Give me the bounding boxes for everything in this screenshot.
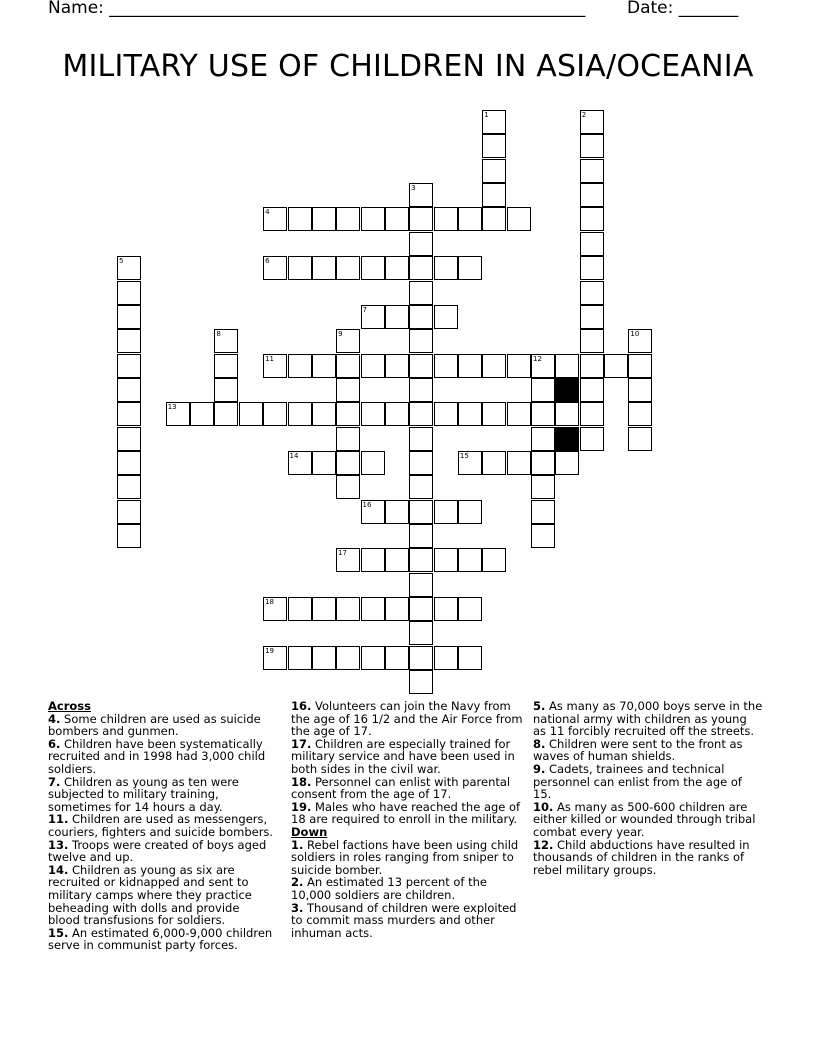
grid-cell[interactable] — [531, 354, 555, 378]
grid-cell[interactable] — [482, 402, 506, 426]
grid-cell[interactable] — [361, 548, 385, 572]
clue-number: 13 — [167, 403, 177, 412]
grid-cell[interactable] — [434, 646, 458, 670]
grid-cell[interactable] — [458, 548, 482, 572]
grid-cell[interactable] — [336, 427, 360, 451]
grid-cell[interactable] — [409, 207, 433, 231]
clue-down-10: 10. As many as 500-600 children are either killed or wounded through tribal combat every year. — [533, 799, 756, 839]
grid-cell[interactable] — [117, 305, 141, 329]
clue-across-4: 4. Some children are used as suicide bombers and gunmen. — [48, 711, 261, 739]
grid-cell[interactable] — [628, 402, 652, 426]
grid-cell[interactable] — [531, 427, 555, 451]
grid-cell[interactable] — [336, 548, 360, 572]
grid-cell[interactable] — [312, 597, 336, 621]
clue-number: 8 — [216, 330, 221, 339]
grid-cell[interactable] — [409, 548, 433, 572]
grid-cell[interactable] — [482, 159, 506, 183]
grid-cell[interactable] — [628, 378, 652, 402]
grid-cell[interactable] — [385, 402, 409, 426]
grid-cell[interactable] — [385, 597, 409, 621]
clue-number: 19 — [265, 646, 275, 655]
grid-cell[interactable] — [312, 354, 336, 378]
grid-cell[interactable] — [458, 646, 482, 670]
grid-cell[interactable] — [336, 378, 360, 402]
grid-cell[interactable] — [482, 548, 506, 572]
grid-cell[interactable] — [531, 500, 555, 524]
grid-cell[interactable] — [555, 451, 579, 475]
grid-cell[interactable] — [385, 646, 409, 670]
grid-cell[interactable] — [531, 475, 555, 499]
clue-across-16: 16. Volunteers can join the Navy from the age of 16 1/2 and the Air Force from the age of 17. — [291, 699, 523, 739]
grid-cell[interactable] — [336, 402, 360, 426]
grid-cell[interactable] — [288, 354, 312, 378]
grid-cell[interactable] — [580, 281, 604, 305]
grid-cell[interactable] — [580, 402, 604, 426]
clue-across-17: 17. Children are especially trained for military service and have been used in both sides in the civil war. — [291, 736, 515, 776]
grid-cell[interactable] — [288, 451, 312, 475]
grid-cell[interactable] — [628, 354, 652, 378]
clues-column-2 — [291, 700, 523, 939]
grid-cell[interactable] — [409, 573, 433, 597]
clue-across-19: 19. Males who have reached the age of 18 are required to enroll in the military. — [291, 799, 521, 827]
grid-cell[interactable] — [580, 354, 604, 378]
clue-across-15: 15. An estimated 6,000-9,000 children serve in communist party forces. — [48, 925, 273, 953]
grid-cell[interactable] — [263, 597, 287, 621]
grid-cell[interactable] — [117, 281, 141, 305]
grid-cell[interactable] — [434, 500, 458, 524]
grid-cell[interactable] — [385, 354, 409, 378]
puzzle-title: MILITARY USE OF CHILDREN IN ASIA/OCEANIA — [62, 49, 754, 84]
grid-cell[interactable] — [409, 305, 433, 329]
clue-down-2: 2. An estimated 13 percent of the 10,000 soldiers are children. — [291, 875, 488, 902]
grid-cell[interactable] — [409, 597, 433, 621]
grid-cell[interactable] — [409, 427, 433, 451]
clue-down-9: 9. Cadets, trainees and technical personnel can enlist from the age of 15. — [533, 761, 742, 802]
black-cell — [555, 427, 579, 451]
grid-cell[interactable] — [117, 402, 141, 426]
grid-cell[interactable] — [336, 207, 360, 231]
clue-down-12: 12. Child abductions have resulted in thousands of children in the ranks of rebel military groups. — [533, 837, 750, 877]
grid-cell[interactable] — [336, 451, 360, 475]
grid-cell[interactable] — [531, 378, 555, 402]
grid-cell[interactable] — [458, 207, 482, 231]
grid-cell[interactable] — [361, 500, 385, 524]
grid-cell[interactable] — [214, 354, 238, 378]
grid-cell[interactable] — [555, 354, 579, 378]
clue-number: 6 — [265, 257, 270, 266]
grid-cell[interactable] — [190, 402, 214, 426]
clue-number: 14 — [289, 451, 299, 460]
grid-cell[interactable] — [409, 524, 433, 548]
clue-number: 18 — [265, 598, 275, 606]
clue-number: 4 — [265, 208, 270, 217]
grid-cell[interactable] — [214, 378, 238, 402]
grid-cell[interactable] — [336, 329, 360, 353]
down-heading: Down — [291, 824, 328, 839]
grid-cell[interactable] — [409, 500, 433, 524]
grid-cell[interactable] — [385, 500, 409, 524]
grid-cell[interactable] — [580, 207, 604, 231]
grid-cell[interactable] — [409, 475, 433, 499]
grid-cell[interactable] — [604, 354, 628, 378]
grid-cell[interactable] — [434, 305, 458, 329]
grid-cell[interactable] — [263, 256, 287, 280]
clue-number: 3 — [411, 184, 416, 193]
grid-cell[interactable] — [288, 597, 312, 621]
grid-cell[interactable] — [336, 256, 360, 280]
grid-cell[interactable] — [555, 402, 579, 426]
grid-cell[interactable] — [458, 256, 482, 280]
grid-cell[interactable] — [385, 305, 409, 329]
grid-cell[interactable] — [434, 548, 458, 572]
grid-cell[interactable] — [507, 354, 531, 378]
grid-cell[interactable] — [482, 451, 506, 475]
clue-number: 9 — [338, 330, 343, 339]
grid-cell[interactable] — [507, 207, 531, 231]
grid-cell[interactable] — [434, 597, 458, 621]
grid-cell[interactable] — [117, 451, 141, 475]
clue-number: 5 — [119, 257, 124, 266]
grid-cell[interactable] — [117, 354, 141, 378]
grid-cell[interactable] — [214, 402, 238, 426]
grid-cell[interactable] — [580, 183, 604, 207]
name-field-label: Name: ________________________________________________________ — [48, 0, 586, 18]
grid-cell[interactable] — [263, 354, 287, 378]
grid-cell[interactable] — [214, 329, 238, 353]
grid-cell[interactable] — [117, 256, 141, 280]
grid-cell[interactable] — [336, 354, 360, 378]
clue-number: 11 — [265, 354, 275, 363]
clue-down-5: 5. As many as 70,000 boys serve in the national army with children as young as 11 forcibly recruited off the streets. — [533, 699, 763, 739]
grid-cell[interactable] — [409, 256, 433, 280]
grid-cell[interactable] — [263, 207, 287, 231]
grid-cell[interactable] — [361, 646, 385, 670]
clue-number: 12 — [533, 354, 542, 363]
grid-cell[interactable] — [434, 354, 458, 378]
grid-cell[interactable] — [361, 207, 385, 231]
grid-cell[interactable] — [458, 597, 482, 621]
clue-number: 15 — [459, 451, 469, 460]
clue-across-14: 14. Children as young as six are recruited or kidnapped and sent to military camps where they practice beheading with dolls and provide blood transfusions for soldiers. — [48, 862, 252, 928]
grid-cell[interactable] — [117, 524, 141, 548]
grid-cell[interactable] — [361, 451, 385, 475]
grid-cell[interactable] — [117, 427, 141, 451]
grid-cell[interactable] — [361, 305, 385, 329]
clue-down-1: 1. Rebel factions have been using child soldiers in roles ranging from sniper to suicide bomber. — [291, 837, 519, 877]
clue-down-3: 3. Thousand of children were exploited to commit mass murders and other inhuman acts. — [291, 900, 517, 940]
across-heading: Across — [48, 699, 91, 713]
grid-cell[interactable] — [263, 402, 287, 426]
grid-cell[interactable] — [458, 402, 482, 426]
clue-down-8: 8. Children were sent to the front as waves of human shields. — [533, 736, 743, 764]
date-field-label: Date: _______ — [627, 0, 739, 18]
grid-cell[interactable] — [409, 183, 433, 207]
grid-cell[interactable] — [409, 329, 433, 353]
grid-cell[interactable] — [409, 451, 433, 475]
grid-cell[interactable] — [117, 500, 141, 524]
clues-column-3 — [533, 700, 763, 876]
grid-cell[interactable] — [336, 475, 360, 499]
grid-cell[interactable] — [628, 427, 652, 451]
black-cell — [555, 378, 579, 402]
clue-number: 2 — [581, 111, 587, 119]
grid-cell[interactable] — [531, 451, 555, 475]
clue-number: 7 — [362, 305, 367, 314]
grid-cell[interactable] — [336, 597, 360, 621]
grid-cell[interactable] — [288, 402, 312, 426]
grid-cell[interactable] — [482, 183, 506, 207]
grid-cell[interactable] — [580, 232, 604, 256]
grid-cell[interactable] — [580, 159, 604, 183]
grid-cell[interactable] — [117, 378, 141, 402]
clue-number: 16 — [362, 500, 372, 509]
grid-cell[interactable] — [409, 670, 433, 694]
grid-cell[interactable] — [580, 329, 604, 353]
clues-column-1 — [48, 700, 274, 952]
grid-cell[interactable] — [628, 329, 652, 353]
grid-cell[interactable] — [409, 232, 433, 256]
clue-number: 17 — [338, 549, 348, 558]
grid-cell[interactable] — [312, 256, 336, 280]
grid-cell[interactable] — [580, 256, 604, 280]
grid-cell[interactable] — [385, 548, 409, 572]
grid-cell[interactable] — [385, 207, 409, 231]
grid-cell[interactable] — [458, 500, 482, 524]
grid-cell[interactable] — [336, 646, 360, 670]
grid-cell[interactable] — [117, 475, 141, 499]
grid-cell[interactable] — [288, 646, 312, 670]
grid-cell[interactable] — [312, 646, 336, 670]
grid-cell[interactable] — [507, 402, 531, 426]
grid-cell[interactable] — [409, 621, 433, 645]
clue-number: 10 — [630, 330, 640, 339]
grid-cell[interactable] — [458, 354, 482, 378]
grid-cell[interactable] — [239, 402, 263, 426]
grid-cell[interactable] — [166, 402, 190, 426]
clue-across-7: 7. Children as young as ten were subjected to military training, sometimes for 14 hours a day. — [48, 774, 239, 814]
grid-cell[interactable] — [482, 134, 506, 158]
grid-cell[interactable] — [312, 451, 336, 475]
grid-cell[interactable] — [580, 110, 604, 134]
grid-cell[interactable] — [482, 354, 506, 378]
grid-cell[interactable] — [288, 256, 312, 280]
clue-number: 1 — [484, 111, 489, 119]
grid-cell[interactable] — [409, 354, 433, 378]
grid-cell[interactable] — [361, 354, 385, 378]
grid-cell[interactable] — [361, 597, 385, 621]
grid-cell[interactable] — [482, 207, 506, 231]
grid-cell[interactable] — [361, 256, 385, 280]
grid-cell[interactable] — [409, 378, 433, 402]
grid-cell[interactable] — [385, 256, 409, 280]
clue-across-18: 18. Personnel can enlist with parental consent from the age of 17. — [291, 774, 511, 802]
grid-cell[interactable] — [580, 134, 604, 158]
grid-cell[interactable] — [434, 256, 458, 280]
grid-cell[interactable] — [409, 281, 433, 305]
grid-cell[interactable] — [531, 402, 555, 426]
grid-cell[interactable] — [361, 402, 385, 426]
grid-cell[interactable] — [458, 451, 482, 475]
grid-cell[interactable] — [580, 427, 604, 451]
grid-cell[interactable] — [288, 207, 312, 231]
grid-cell[interactable] — [312, 402, 336, 426]
clue-across-6: 6. Children have been systematically recruited and in 1998 had 3,000 child soldiers. — [48, 736, 266, 776]
grid-cell[interactable] — [117, 329, 141, 353]
grid-cell[interactable] — [507, 451, 531, 475]
grid-cell[interactable] — [434, 402, 458, 426]
grid-cell[interactable] — [580, 305, 604, 329]
grid-cell[interactable] — [263, 646, 287, 670]
clue-across-13: 13. Troops were created of boys aged twelve and up. — [48, 837, 267, 865]
grid-cell[interactable] — [409, 402, 433, 426]
grid-cell[interactable] — [580, 378, 604, 402]
grid-cell[interactable] — [482, 110, 506, 134]
grid-cell[interactable] — [434, 207, 458, 231]
grid-cell[interactable] — [531, 524, 555, 548]
grid-cell[interactable] — [409, 646, 433, 670]
clue-across-11: 11. Children are used as messengers, couriers, fighters and suicide bombers. — [48, 812, 274, 839]
grid-cell[interactable] — [312, 207, 336, 231]
